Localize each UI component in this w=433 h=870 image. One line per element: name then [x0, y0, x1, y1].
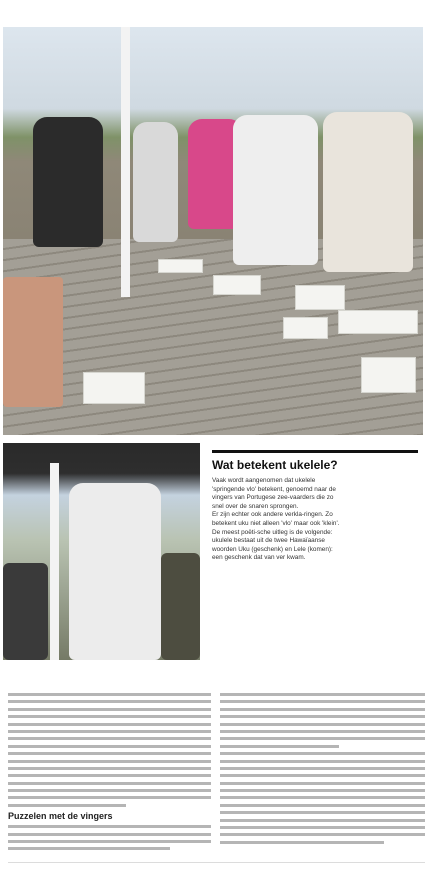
audience — [3, 563, 48, 660]
page-bottom-rule — [8, 862, 425, 863]
audience — [161, 553, 200, 660]
participant — [133, 122, 178, 242]
workshop-photo — [3, 27, 423, 435]
participant — [323, 112, 413, 272]
sidebar-title: Wat betekent ukelele? — [212, 458, 338, 472]
sidebar-paragraph: Vaak wordt aangenomen dat ukelele 'springende vlo' betekent, genoemd naar de vingers van Portugese zee-vaarders die zo snel over de snaren sprongen. — [212, 477, 336, 510]
parasol-pole — [121, 27, 130, 297]
participant — [33, 117, 103, 247]
sidebar-body — [212, 477, 342, 563]
participant — [233, 115, 318, 265]
article-column-left — [8, 693, 211, 855]
article-subhead: Puzzelen met de vingers — [8, 811, 113, 822]
sidebar-paragraph: Er zijn echter ook andere verkla-ringen. Zo betekent uku niet alleen 'vlo' maar ook 'klein'. De meest poëti-sche uitleg is de volgende: ukulele bestaat uit de twee Hawaïaanse woorden Uku (geschenk) en Lele (komen): een geschenk dat van ver kwam. — [212, 511, 340, 562]
song-sheet — [295, 285, 345, 310]
sidebar-rule — [212, 450, 418, 453]
song-sheet — [83, 372, 145, 404]
song-sheet — [213, 275, 261, 295]
song-sheet — [338, 310, 418, 334]
participant-legs — [3, 277, 63, 407]
article-column-right — [220, 693, 425, 848]
performer — [69, 483, 161, 660]
song-sheet — [361, 357, 416, 393]
performer-photo — [3, 443, 200, 660]
parasol-pole — [50, 463, 59, 660]
song-sheet — [158, 259, 203, 273]
song-sheet — [283, 317, 328, 339]
